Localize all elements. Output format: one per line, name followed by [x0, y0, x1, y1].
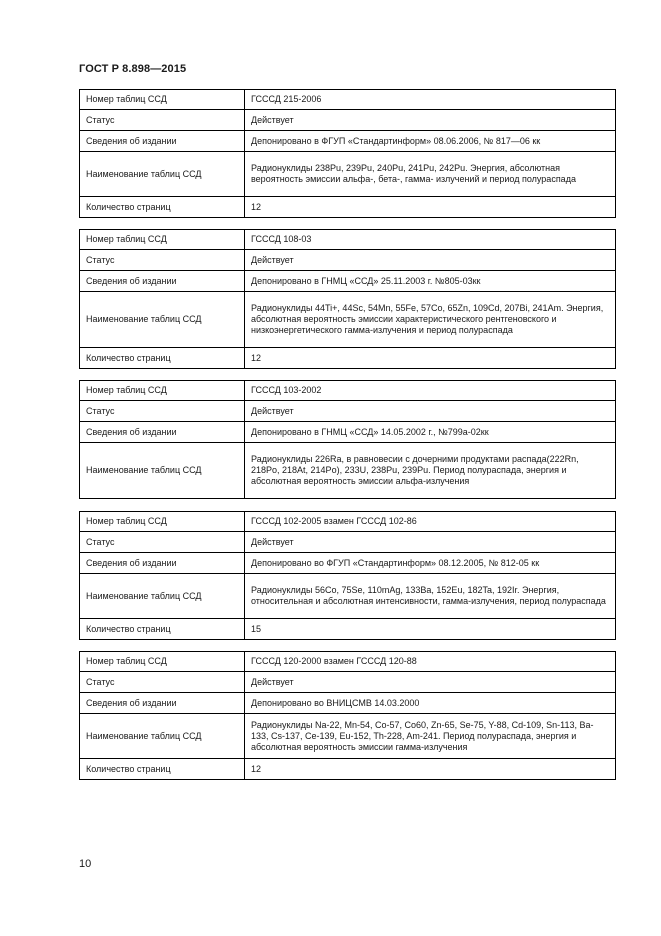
field-label: Статус [80, 401, 245, 422]
field-label: Количество страниц [80, 759, 245, 780]
field-label: Количество страниц [80, 348, 245, 369]
field-value: 12 [245, 197, 616, 218]
field-label: Наименование таблиц ССД [80, 714, 245, 759]
table-row [80, 422, 616, 443]
field-label: Статус [80, 672, 245, 693]
table-row [80, 250, 616, 271]
field-value: Депонировано в ГНМЦ «ССД» 14.05.2002 г., №799а-02кк [245, 422, 616, 443]
field-value: Действует [245, 110, 616, 131]
table-row [80, 672, 616, 693]
table-row [80, 759, 616, 780]
field-value: Депонировано во ФГУП «Стандартинформ» 08.12.2005, № 812-05 кк [245, 553, 616, 574]
field-label: Наименование таблиц ССД [80, 443, 245, 499]
field-label: Сведения об издании [80, 271, 245, 292]
record-table [79, 89, 616, 218]
field-value: Действует [245, 250, 616, 271]
field-value: Радионуклиды 226Ra, в равновесии с дочерними продуктами распада(222Rn, 218Po, 218At, 214Po), 233U, 238Pu, 239Pu. Период полураспада, энергия и абсолютная вероятность эмиссии альфа-излучения [245, 443, 616, 499]
table-row [80, 348, 616, 369]
record-table [79, 651, 616, 780]
field-value: Радионуклиды 56Co, 75Se, 110mAg, 133Ba, 152Eu, 182Ta, 192Ir. Энергия, относительная и абсолютная интенсивности, гамма-излучения, период полураспада [245, 574, 616, 619]
field-value: Радионуклиды Na-22, Mn-54, Co-57, Co60, Zn-65, Se-75, Y-88, Cd-109, Sn-113, Ba-133, Cs-137, Ce-139, Eu-152, Th-228, Am-241. Период полураспада, энергия и абсолютная вероятность эмиссии гамма-излучения [245, 714, 616, 759]
field-value: Радионуклиды 44Ti+, 44Sc, 54Mn, 55Fe, 57Co, 65Zn, 109Cd, 207Bi, 241Am. Энергия, абсолютная вероятность эмиссии характеристического рентгеновского и низкоэнергетического гамма-излучения и период полураспада [245, 292, 616, 348]
field-label: Сведения об издании [80, 131, 245, 152]
record-table [79, 229, 616, 369]
table-row [80, 574, 616, 619]
field-value: ГСССД 108-03 [245, 230, 616, 250]
table-row [80, 271, 616, 292]
field-label: Статус [80, 532, 245, 553]
field-label: Наименование таблиц ССД [80, 574, 245, 619]
field-label: Номер таблиц ССД [80, 652, 245, 672]
field-label: Номер таблиц ССД [80, 230, 245, 250]
record-table [79, 511, 616, 640]
field-label: Наименование таблиц ССД [80, 292, 245, 348]
table-row [80, 90, 616, 110]
table-row [80, 532, 616, 553]
table-row [80, 619, 616, 640]
field-value: ГСССД 102-2005 взамен ГСССД 102-86 [245, 512, 616, 532]
table-row [80, 152, 616, 197]
field-value: ГСССД 120-2000 взамен ГСССД 120-88 [245, 652, 616, 672]
field-label: Количество страниц [80, 197, 245, 218]
table-row [80, 110, 616, 131]
field-value: Действует [245, 532, 616, 553]
table-row [80, 693, 616, 714]
field-label: Номер таблиц ССД [80, 381, 245, 401]
field-value: 12 [245, 348, 616, 369]
table-row [80, 512, 616, 532]
table-row [80, 381, 616, 401]
table-row [80, 131, 616, 152]
field-value: ГСССД 103-2002 [245, 381, 616, 401]
table-row [80, 230, 616, 250]
field-value: 15 [245, 619, 616, 640]
field-value: 12 [245, 759, 616, 780]
field-value: Депонировано в ГНМЦ «ССД» 25.11.2003 г. №805-03кк [245, 271, 616, 292]
record-table [79, 380, 616, 499]
field-label: Статус [80, 250, 245, 271]
page-number: 10 [79, 858, 92, 870]
field-value: Депонировано в ФГУП «Стандартинформ» 08.06.2006, № 817—06 кк [245, 131, 616, 152]
field-value: Депонировано во ВНИЦСМВ 14.03.2000 [245, 693, 616, 714]
table-row [80, 292, 616, 348]
field-label: Статус [80, 110, 245, 131]
field-value: Действует [245, 672, 616, 693]
document-header: ГОСТ Р 8.898—2015 [79, 63, 187, 75]
field-value: Радионуклиды 238Pu, 239Pu, 240Pu, 241Pu, 242Pu. Энергия, абсолютная вероятность эмиссии альфа-, бета-, гамма- излучений и период полураспада [245, 152, 616, 197]
table-row [80, 443, 616, 499]
field-value: ГСССД 215-2006 [245, 90, 616, 110]
table-row [80, 714, 616, 759]
table-row [80, 652, 616, 672]
field-label: Сведения об издании [80, 553, 245, 574]
field-label: Номер таблиц ССД [80, 90, 245, 110]
field-label: Сведения об издании [80, 422, 245, 443]
field-value: Действует [245, 401, 616, 422]
table-row [80, 553, 616, 574]
field-label: Сведения об издании [80, 693, 245, 714]
table-row [80, 401, 616, 422]
field-label: Количество страниц [80, 619, 245, 640]
table-row [80, 197, 616, 218]
field-label: Номер таблиц ССД [80, 512, 245, 532]
field-label: Наименование таблиц ССД [80, 152, 245, 197]
